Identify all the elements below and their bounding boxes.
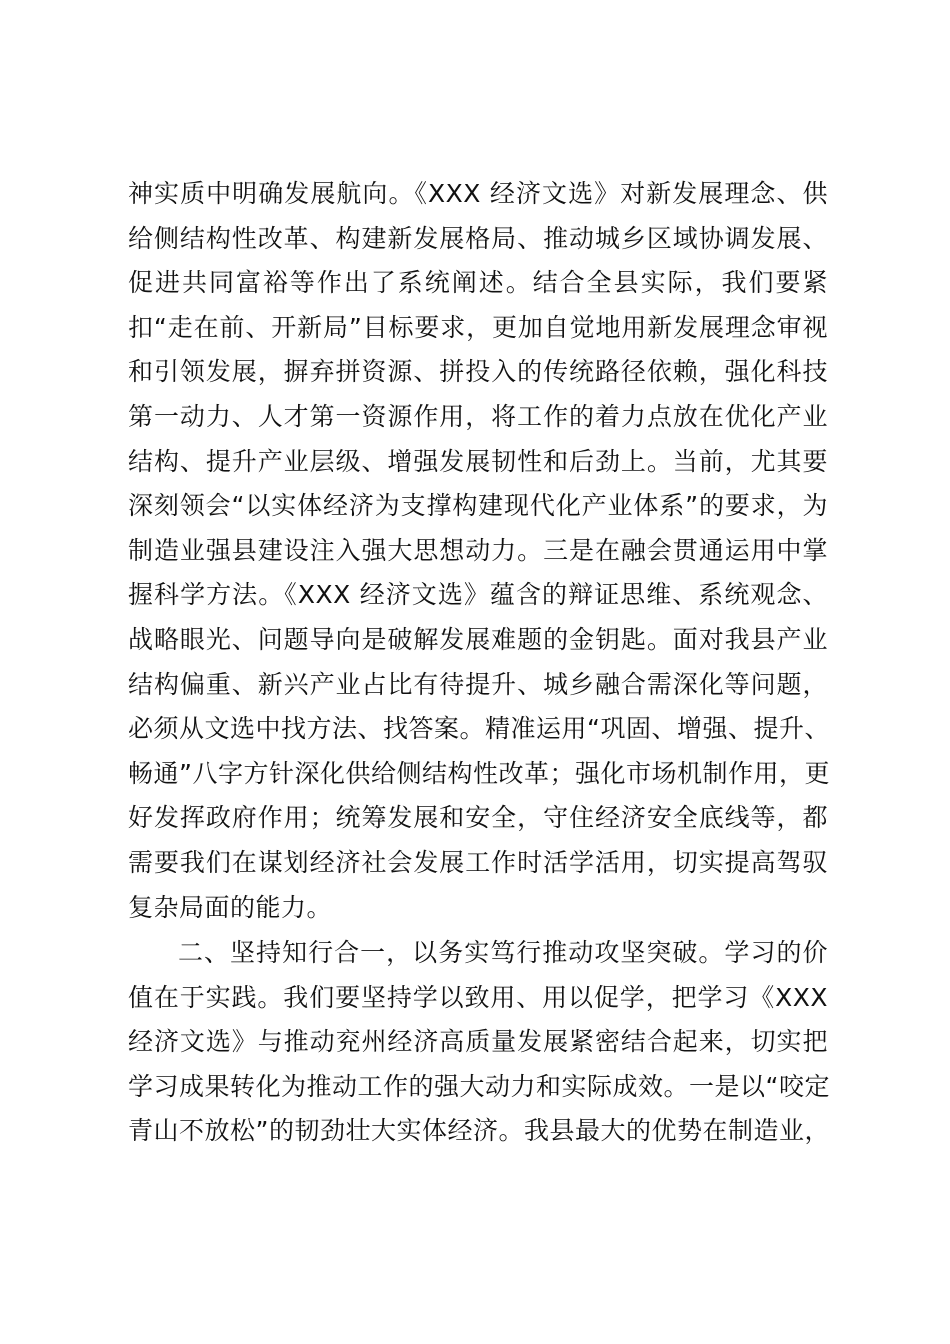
paragraph-2-line: 值在于实践。我们要坚持学以致用、用以促学，把学习《XXX [128,982,828,1012]
paragraph-2-line: 青山不放松”的韧劲壮大实体经济。我县最大的优势在制造业， [128,1116,830,1146]
paragraph-1-line: 神实质中明确发展航向。《XXX 经济文选》对新发展理念、供 [128,179,828,208]
paragraph-1-line: 复杂局面的能力。 [128,892,333,922]
paragraph-2 [128,931,828,1154]
paragraph-1-line: 好发挥政府作用；统筹发展和安全，守住经济安全底线等，都 [128,803,828,833]
paragraph-2-line: 经济文选》与推动兖州经济高质量发展紧密结合起来，切实把 [128,1027,828,1057]
paragraph-1 [128,172,828,930]
paragraph-1-line: 扣“走在前、开新局”目标要求，更加自觉地用新发展理念审视 [128,312,828,342]
paragraph-1-line: 第一动力、人才第一资源作用，将工作的着力点放在优化产业 [128,401,828,431]
paragraph-1-line: 握科学方法。《XXX 经济文选》蕴含的辩证思维、系统观念、 [128,580,828,610]
paragraph-1-line: 和引领发展，摒弃拼资源、拼投入的传统路径依赖，强化科技 [128,357,828,387]
paragraph-1-line: 结构偏重、新兴产业占比有待提升、城乡融合需深化等问题， [128,669,828,699]
paragraph-1-line: 需要我们在谋划经济社会发展工作时活学活用，切实提高驾驭 [128,847,828,877]
paragraph-2-line: 二、坚持知行合一，以务实笃行推动攻坚突破。学习的价 [178,938,828,967]
paragraph-1-line: 促进共同富裕等作出了系统阐述。结合全县实际，我们要紧 [128,268,828,298]
paragraph-1-line: 制造业强县建设注入强大思想动力。三是在融会贯通运用中掌 [128,535,828,565]
paragraph-1-line: 结构、提升产业层级、增强发展韧性和后劲上。当前，尤其要 [128,446,828,476]
paragraph-1-line: 畅通”八字方针深化供给侧结构性改革；强化市场机制作用，更 [128,758,830,788]
paragraph-1-line: 战略眼光、问题导向是破解发展难题的金钥匙。面对我县产业 [128,624,828,654]
paragraph-2-line: 学习成果转化为推动工作的强大动力和实际成效。一是以“咬定 [128,1071,830,1101]
paragraph-1-line: 给侧结构性改革、构建新发展格局、推动城乡区域协调发展、 [128,223,828,253]
paragraph-1-line: 深刻领会“以实体经济为支撑构建现代化产业体系”的要求，为 [128,491,828,521]
paragraph-1-line: 必须从文选中找方法、找答案。精准运用“巩固、增强、提升、 [128,714,830,744]
